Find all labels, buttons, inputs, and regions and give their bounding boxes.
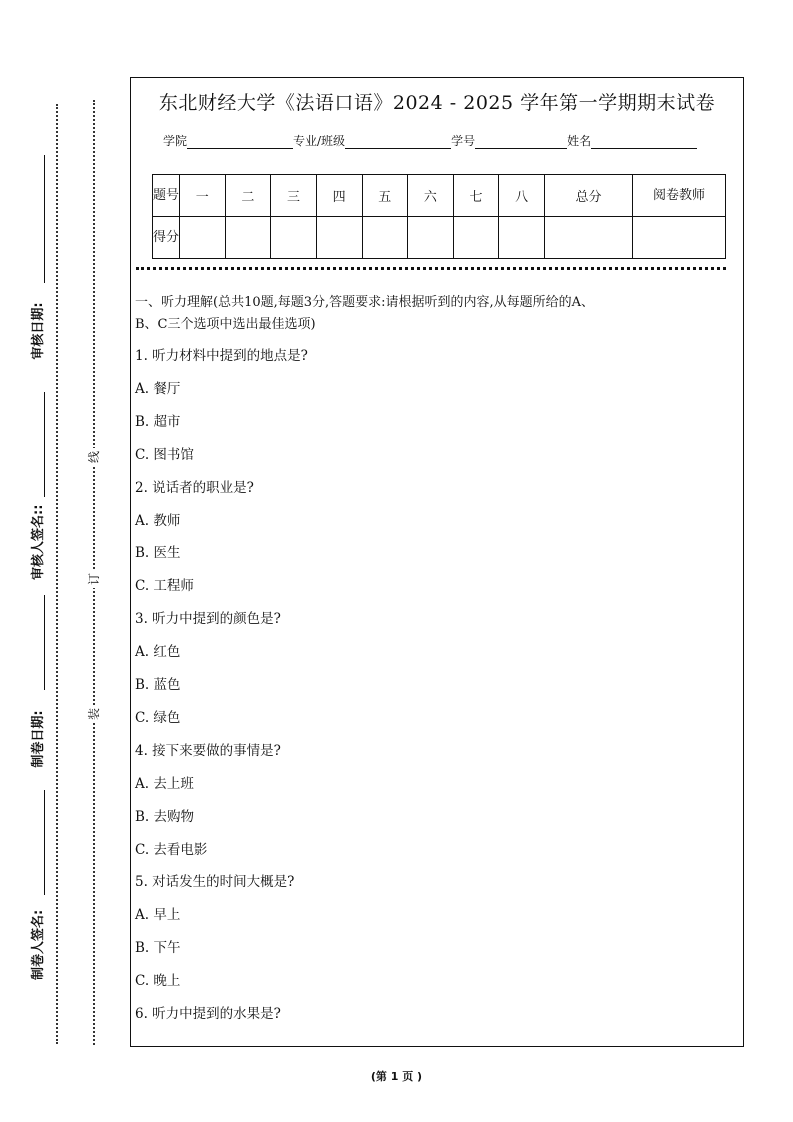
question-2-option-b: B. 医生 [135,545,181,562]
name-field[interactable] [591,136,697,149]
binding-dotted-line-left [56,104,58,1044]
score-cell-3[interactable] [271,217,317,259]
score-cell-5[interactable] [362,217,408,259]
question-1-option-a: A. 餐厅 [135,380,181,397]
question-3-option-b: B. 蓝色 [135,677,181,693]
question-5-option-c: C. 晚上 [135,973,181,990]
col-6: 六 [408,175,454,217]
section-heading: 一、听力理解(总共10题,每题3分,答题要求:请根据听到的内容,从每题所给的A、 [135,295,595,310]
review-date-line [44,155,45,283]
col-grader: 阅卷教师 [633,175,726,217]
score-cell-8[interactable] [499,217,545,259]
col-8: 八 [499,175,545,217]
question-2-option-a: A. 教师 [135,512,181,529]
review-date-label: 审核日期: [31,302,46,360]
question-1: 1. 听力材料中提到的地点是? [135,348,308,364]
question-number-header: 题号 [153,175,180,217]
question-4-option-b: B. 去购物 [135,808,195,825]
score-table [152,174,726,259]
col-total: 总分 [545,175,633,217]
col-5: 五 [362,175,408,217]
header-separator [136,267,726,270]
score-cell-7[interactable] [453,217,499,259]
col-2: 二 [225,175,271,217]
score-cell-total[interactable] [545,217,633,259]
major-class-field[interactable] [345,136,451,149]
question-5-option-a: A. 早上 [135,907,181,924]
compiler-signature-label: 制卷人签名: [31,909,46,980]
seal-char-bind: 订 [85,570,103,588]
score-table-score-row [153,217,726,259]
question-2: 2. 说话者的职业是? [135,479,254,496]
score-cell-grader[interactable] [633,217,726,259]
seal-char-mount: 装 [85,705,103,723]
reviewer-signature-line [44,392,45,497]
col-7: 七 [453,175,499,217]
question-2-option-c: C. 工程师 [135,578,194,595]
question-3-option-c: C. 绿色 [135,709,181,726]
question-4: 4. 接下来要做的事情是? [135,742,281,759]
student-id-field[interactable] [475,136,567,149]
question-1-option-c: C. 图书馆 [135,446,194,463]
score-table-header-row [153,175,726,217]
question-5: 5. 对话发生的时间大概是? [135,874,295,891]
score-header: 得分 [153,217,180,259]
question-4-option-c: C. 去看电影 [135,841,208,858]
major-class-label: 专业/班级 [293,134,346,148]
col-3: 三 [271,175,317,217]
exam-title: 东北财经大学《法语口语》2024 - 2025 学年第一学期期末试卷 [158,92,716,114]
question-1-option-b: B. 超市 [135,413,181,430]
college-label: 学院 [163,134,188,148]
reviewer-signature-label: 审核人签名:: [31,504,46,580]
seal-char-line: 线 [85,448,103,466]
question-5-option-b: B. 下午 [135,940,181,957]
score-cell-1[interactable] [180,217,226,259]
score-cell-4[interactable] [316,217,362,259]
compile-date-label: 制卷日期: [31,710,46,768]
question-6: 6. 听力中提到的水果是? [135,1006,281,1022]
col-1: 一 [180,175,226,217]
question-3-option-a: A. 红色 [135,644,181,661]
question-4-option-a: A. 去上班 [135,775,194,792]
name-label: 姓名 [567,134,592,148]
compile-date-line [44,595,45,690]
compiler-signature-line [44,790,45,895]
section-heading-cont: B、C三个选项中选出最佳选项) [135,317,316,332]
student-id-label: 学号 [451,134,476,148]
college-field[interactable] [187,136,293,149]
page-number: (第 1 页 ) [370,1070,423,1083]
col-4: 四 [316,175,362,217]
question-3: 3. 听力中提到的颜色是? [135,611,281,628]
student-info-row [163,132,697,149]
exam-frame [130,77,744,1047]
score-cell-2[interactable] [225,217,271,259]
score-cell-6[interactable] [408,217,454,259]
